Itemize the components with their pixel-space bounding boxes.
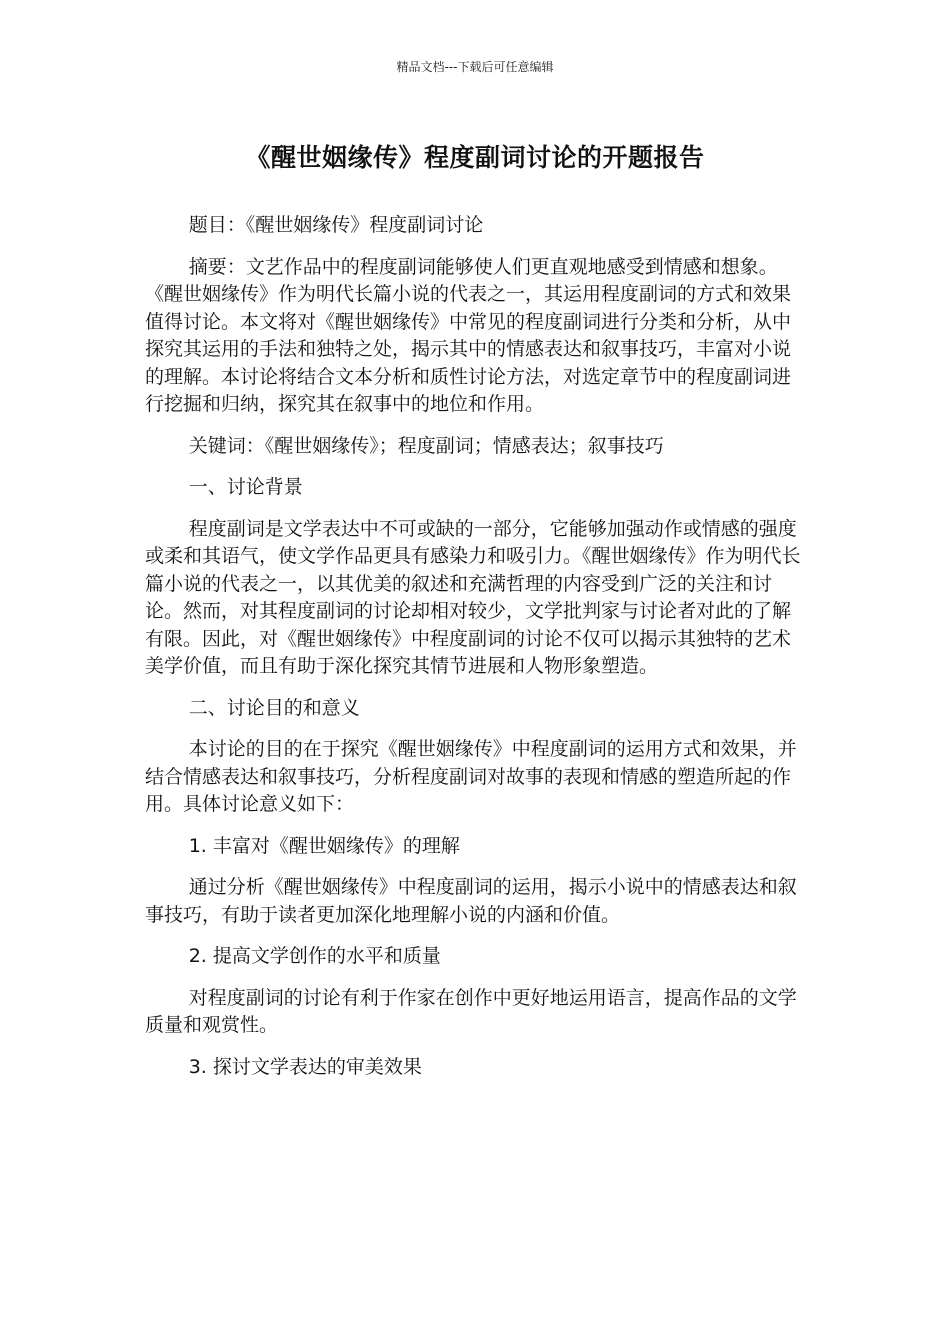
topic-paragraph: 题目：《醒世姻缘传》程度副词讨论	[188, 214, 484, 236]
section-heading-purpose: 二、讨论目的和意义	[188, 696, 360, 719]
section-heading-background: 一、讨论背景	[188, 476, 303, 498]
background-paragraph: 程度副词是文学表达中不可或缺的一部分，它能够加强动作或情感的强度或柔和其语气，使文学作品更具有感染力和吸引力。《醒世姻缘传》作为明代长篇小说的代表之一，以其优美的叙述和充满哲理的内容受到广泛的关注和讨论。然而，对其程度副词的讨论却相对较少，文学批判家与讨论者对此的了解有限。因此，对《醒世姻缘传》中程度副词的讨论不仅可以揭示其独特的艺术美学价值，而且有助于深化探究其情节进展和人物形象塑造。	[145, 517, 801, 677]
subheading-2: 2. 提高文学创作的水平和质量	[188, 945, 441, 967]
purpose-paragraph: 本讨论的目的在于探究《醒世姻缘传》中程度副词的运用方式和效果，并结合情感表达和叙事技巧，分析程度副词对故事的表现和情感的塑造所起的作用。具体讨论意义如下：	[145, 738, 797, 815]
document-body	[145, 212, 805, 1095]
page-header-note: 精品文档---下载后可任意编辑	[396, 60, 554, 74]
subheading-3: 3. 探讨文学表达的审美效果	[188, 1055, 422, 1078]
subheading-1: 1. 丰富对《醒世姻缘传》的理解	[188, 834, 460, 857]
subheading-2-paragraph: 对程度副词的讨论有利于作家在创作中更好地运用语言，提高作品的文学质量和观赏性。	[145, 986, 797, 1036]
subheading-1-paragraph: 通过分析《醒世姻缘传》中程度副词的运用，揭示小说中的情感表达和叙事技巧，有助于读者更加深化地理解小说的内涵和价值。	[145, 876, 797, 926]
document-title: 《醒世姻缘传》程度副词讨论的开题报告	[245, 143, 705, 172]
abstract-paragraph: 摘要：文艺作品中的程度副词能够使人们更直观地感受到情感和想象。《醒世姻缘传》作为明代长篇小说的代表之一，其运用程度副词的方式和效果值得讨论。本文将对《醒世姻缘传》中常见的程度副词进行分类和分析，从中探究其运用的手法和独特之处，揭示其中的情感表达和叙事技巧，丰富对小说的理解。本讨论将结合文本分析和质性讨论方法，对选定章节中的程度副词进行挖掘和归纳，探究其在叙事中的地位和作用。	[145, 255, 792, 415]
keywords-paragraph: 关键词：《醒世姻缘传》；程度副词；情感表达；叙事技巧	[188, 434, 664, 457]
